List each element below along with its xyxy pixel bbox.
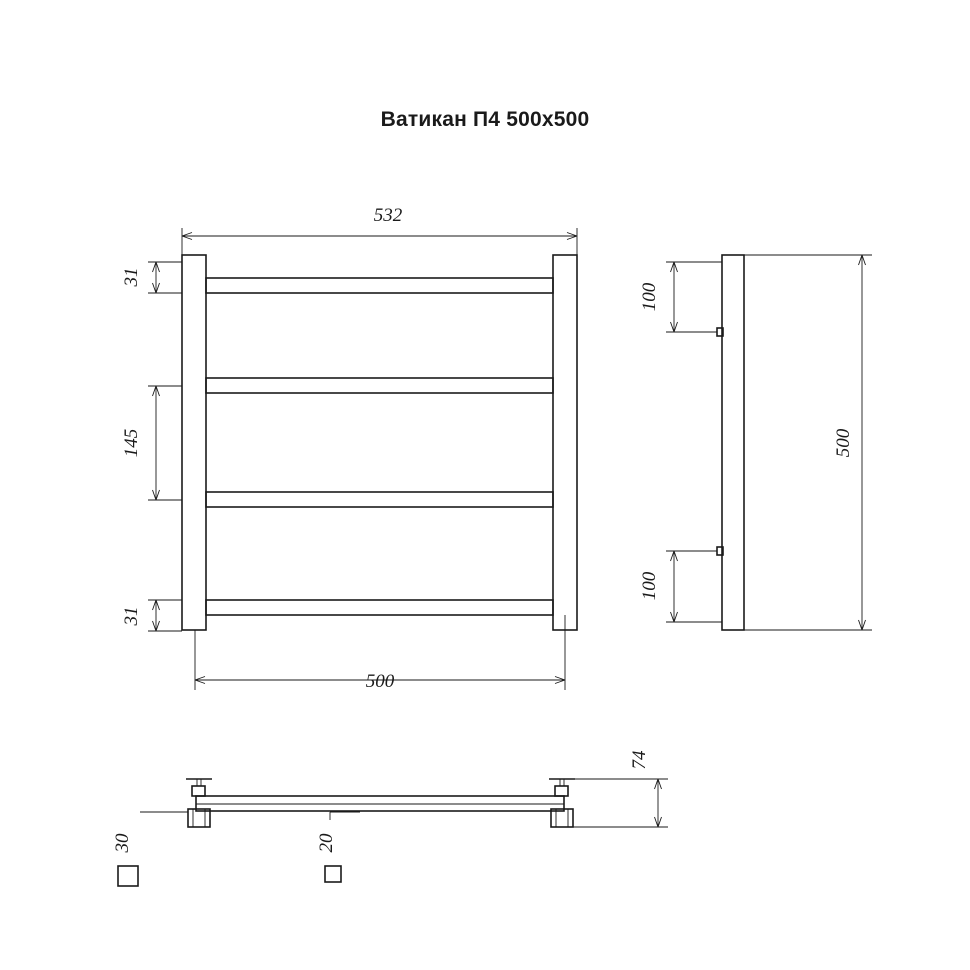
dim-side-top-mount: 100 [639, 282, 660, 312]
dim-front-bottom-gap: 31 [121, 606, 142, 626]
top-view-geometry [186, 779, 575, 827]
dim-side-height: 500 [833, 428, 854, 458]
front-view-geometry [182, 255, 577, 630]
top-view-dimensions [140, 779, 668, 827]
dim-front-top-gap: 31 [121, 267, 142, 287]
side-view-geometry [717, 255, 744, 630]
profile-symbols [118, 866, 341, 886]
front-view-dimensions [148, 228, 577, 690]
dim-front-bottom-width: 500 [365, 671, 395, 692]
dim-front-top-width: 532 [373, 205, 403, 226]
dim-top-profile-large: 30 [112, 833, 133, 853]
dim-front-middle-gap: 145 [121, 428, 142, 458]
dim-top-profile-small: 20 [316, 833, 337, 853]
page-title: Ватикан П4 500x500 [380, 108, 590, 131]
dim-side-bottom-mount: 100 [639, 571, 660, 601]
dim-top-depth: 74 [629, 750, 650, 770]
